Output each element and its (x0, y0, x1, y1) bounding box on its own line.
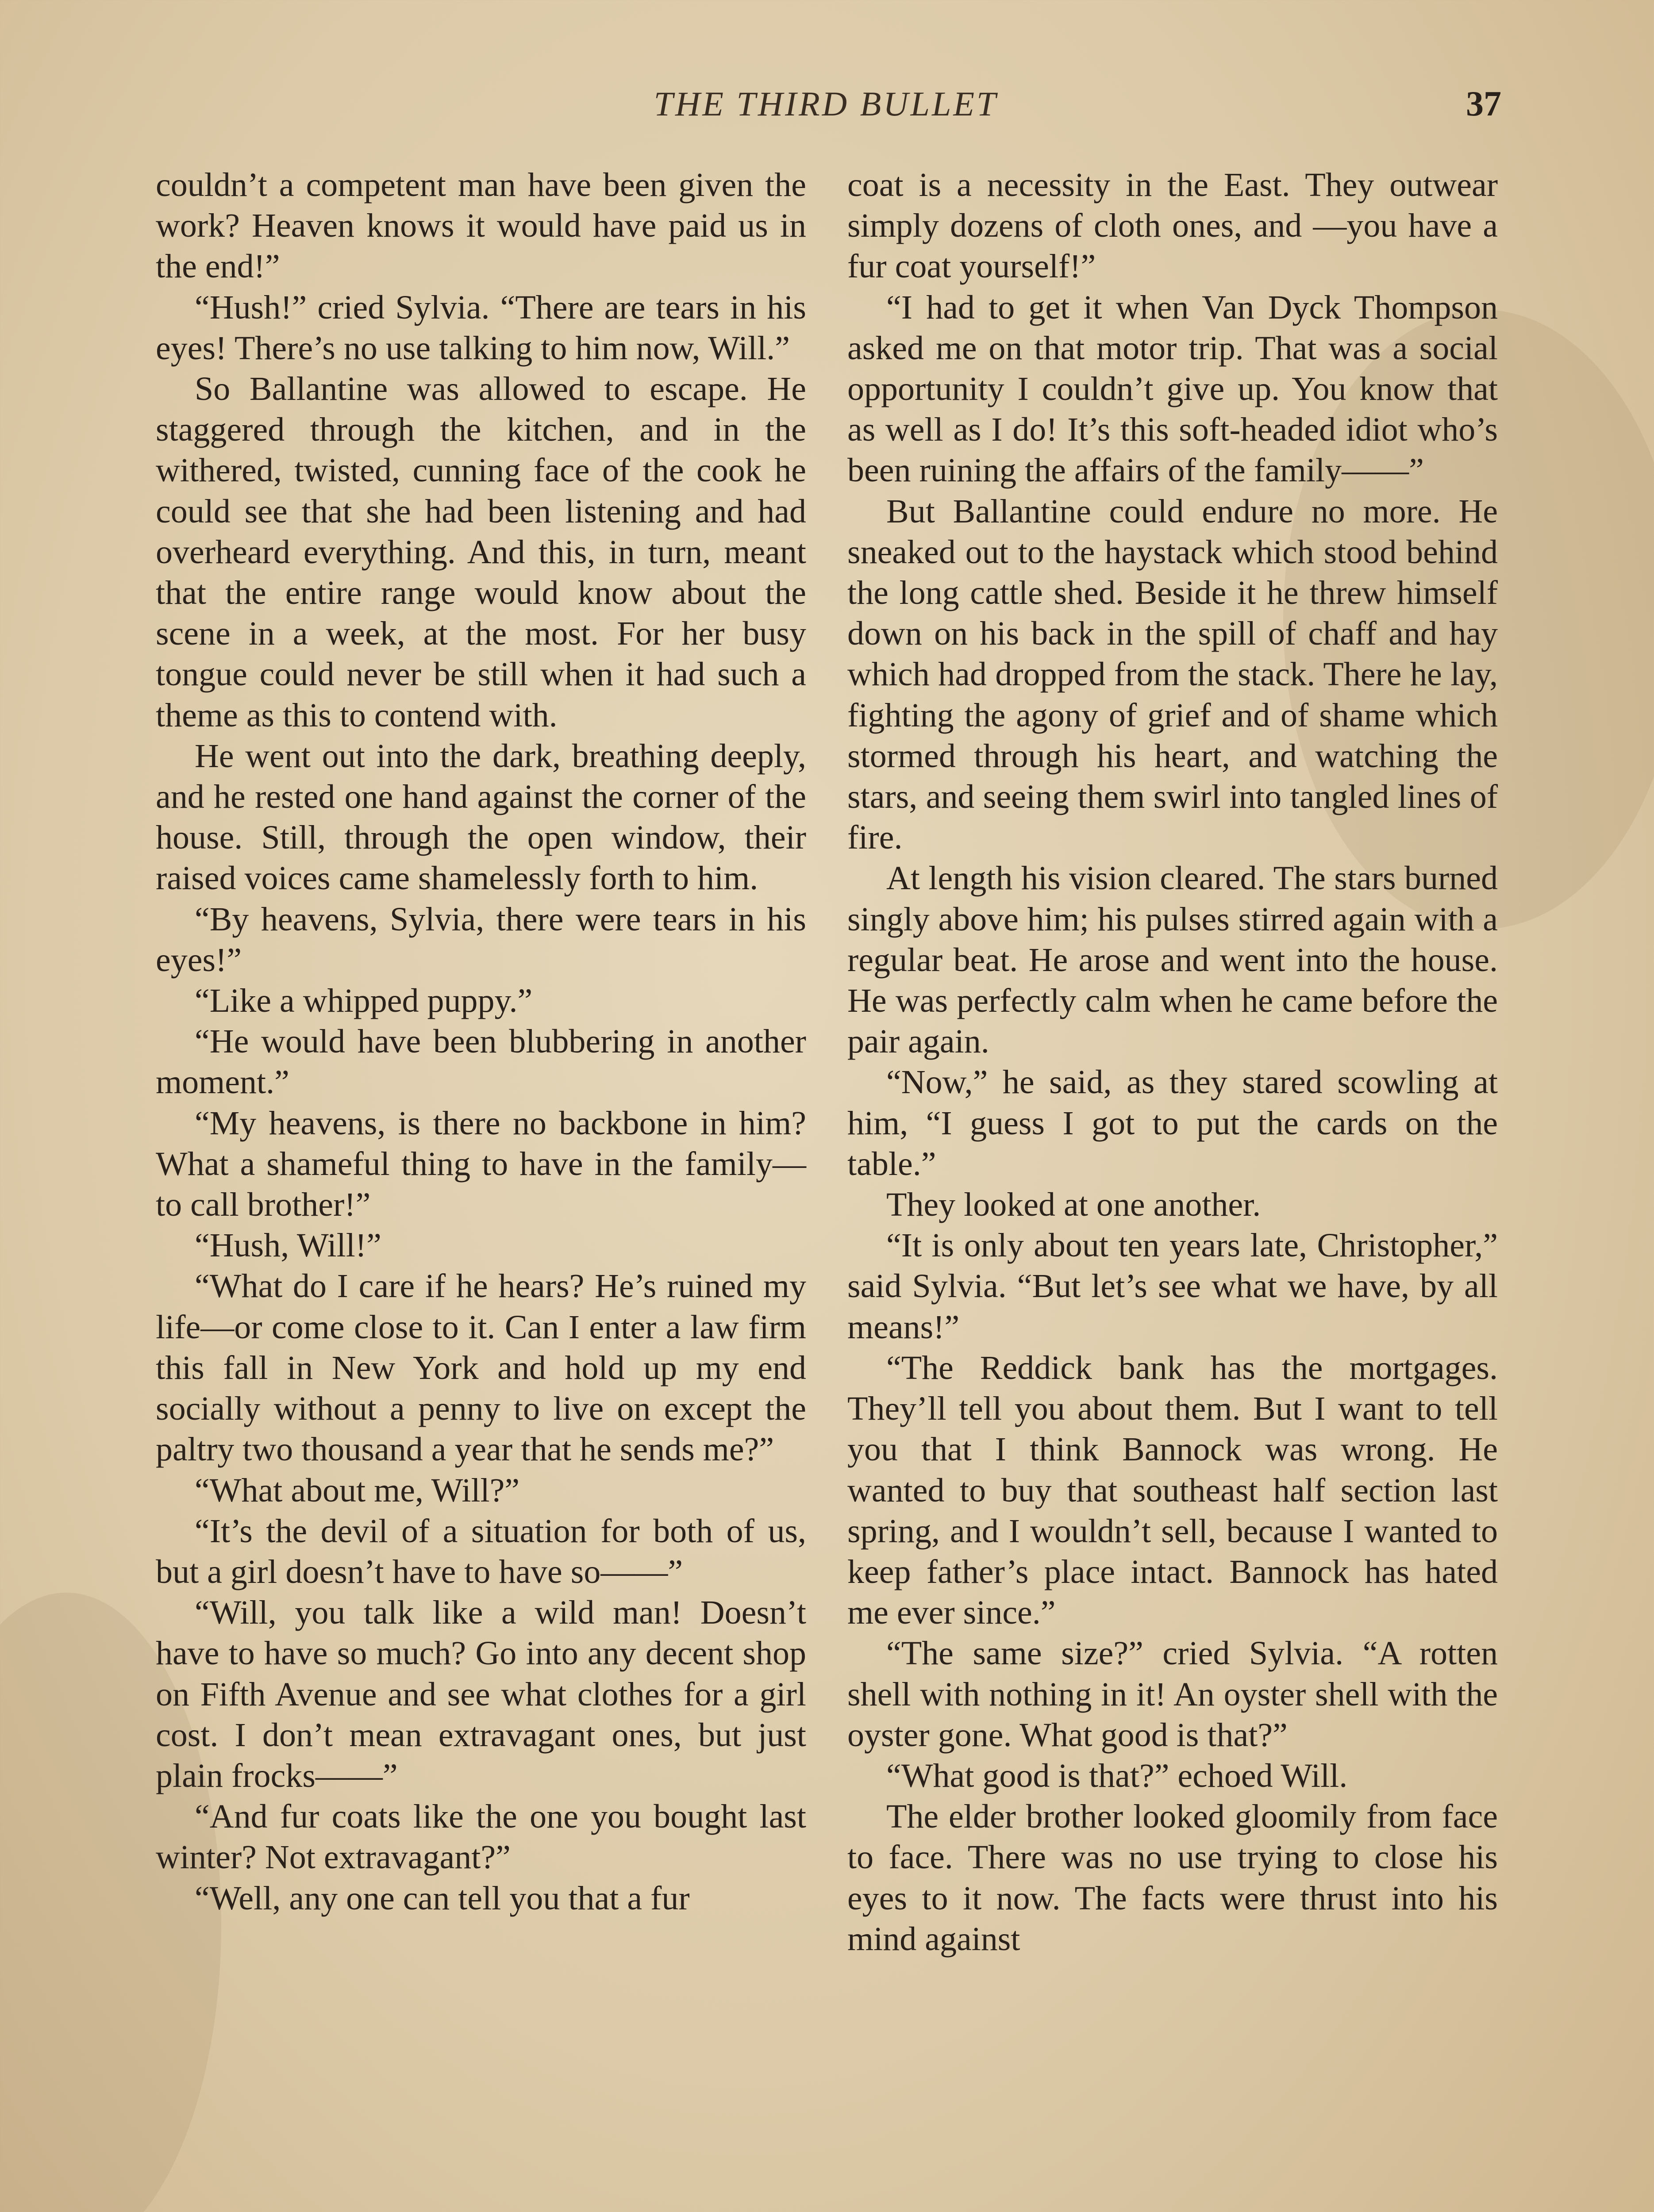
paragraph: “What about me, Will?” (195, 1471, 520, 1509)
paragraph: So Ballantine was allowed to escape. He staggered through the kitchen, and in the withered, twisted, cunning face of the cook he could see that she had been listening and had overheard everything. And this, in turn, meant that the entire range would know about the scene in a week, at the most. For her busy tongue could never be still when it had such a theme as this to contend with. (156, 370, 806, 734)
paragraph: “The Reddick bank has the mortgages. They’ll tell you about them. But I want to tell you that I think Bannock was wrong. He wanted to buy that southeast half section last spring, and I wouldn’t sell, because I wanted to keep father’s place intact. Bannock has hated me ever since.” (847, 1349, 1498, 1632)
paragraph: “Hush!” cried Sylvia. “There are tears in his eyes! There’s no use talking to him now, Will.” (156, 288, 806, 367)
paragraph: “The same size?” cried Sylvia. “A rotten shell with nothing in it! An oyster shell with the oyster gone. What good is that?” (847, 1635, 1498, 1754)
paragraph: At length his vision cleared. The stars burned singly above him; his pulses stirred again with a regular beat. He arose and went into the house. He was perfectly calm when he came before the pair again. (847, 860, 1498, 1060)
paragraph: “Now,” he said, as they stared scowling at him, “I guess I got to put the cards on the table.” (847, 1064, 1498, 1183)
page-number: 37 (1466, 84, 1501, 123)
paragraph: “I had to get it when Van Dyck Thompson asked me on that motor trip. That was a social opportunity I couldn’t give up. You know that as well as I do! It’s this soft-headed idiot who’s been ruining the affairs of the family——” (847, 288, 1498, 489)
paragraph: They looked at one another. (886, 1186, 1261, 1224)
paragraph: “By heavens, Sylvia, there were tears in his eyes!” (156, 900, 806, 979)
paragraph: “It is only about ten years late, Christopher,” said Sylvia. “But let’s see what we have, by all means!” (847, 1227, 1498, 1346)
paragraph: “Will, you talk like a wild man! Doesn’t have to have so much? Go into any decent shop on Fifth Avenue and see what clothes for a girl cost. I don’t mean extravagant ones, but just plain frocks——” (156, 1594, 806, 1794)
paragraph: coat is a necessity in the East. They outwear simply dozens of cloth ones, and —you have a fur coat yourself!” (847, 166, 1498, 285)
paragraph: He went out into the dark, breathing deeply, and he rested one hand against the corner of the house. Still, through the open window, their raised voices came shamelessly forth to him. (156, 737, 806, 897)
paragraph: “Hush, Will!” (195, 1227, 381, 1264)
page-header (150, 84, 1501, 133)
paragraph: But Ballantine could endure no more. He sneaked out to the haystack which stood behind the long cattle shed. Beside it he threw himself down on his back in the spill of chaff and hay which had dropped from the stack. There he lay, fighting the agony of grief and of shame which stormed through his heart, and watching the stars, and seeing them swirl into tangled lines of fire. (847, 492, 1498, 856)
right-column (847, 165, 1498, 1959)
paragraph: “Well, any one can tell you that a fur (195, 1879, 690, 1917)
paragraph: “He would have been blubbering in another moment.” (156, 1023, 806, 1101)
paragraph: “My heavens, is there no backbone in him? What a shameful thing to have in the family—to call brother!” (156, 1104, 806, 1224)
running-title: THE THIRD BULLET (654, 84, 998, 123)
paragraph: couldn’t a competent man have been given the work? Heaven knows it would have paid us in the end!” (156, 166, 806, 285)
paragraph: The elder brother looked gloomily from face to face. There was no use trying to close his eyes to it now. The facts were thrust into his mind against (847, 1798, 1498, 1958)
paragraph: “And fur coats like the one you bought last winter? Not extravagant?” (156, 1798, 806, 1876)
paragraph: “Like a whipped puppy.” (195, 982, 533, 1020)
paragraph: “It’s the devil of a situation for both of us, but a girl doesn’t have to have so——” (156, 1512, 806, 1590)
paragraph: “What good is that?” echoed Will. (886, 1757, 1348, 1794)
paragraph: “What do I care if he hears? He’s ruined my life—or come close to it. Can I enter a law firm this fall in New York and hold up my end socially without a penny to live on except the paltry two thousand a year that he sends me?” (156, 1267, 806, 1468)
left-column (156, 165, 806, 1919)
